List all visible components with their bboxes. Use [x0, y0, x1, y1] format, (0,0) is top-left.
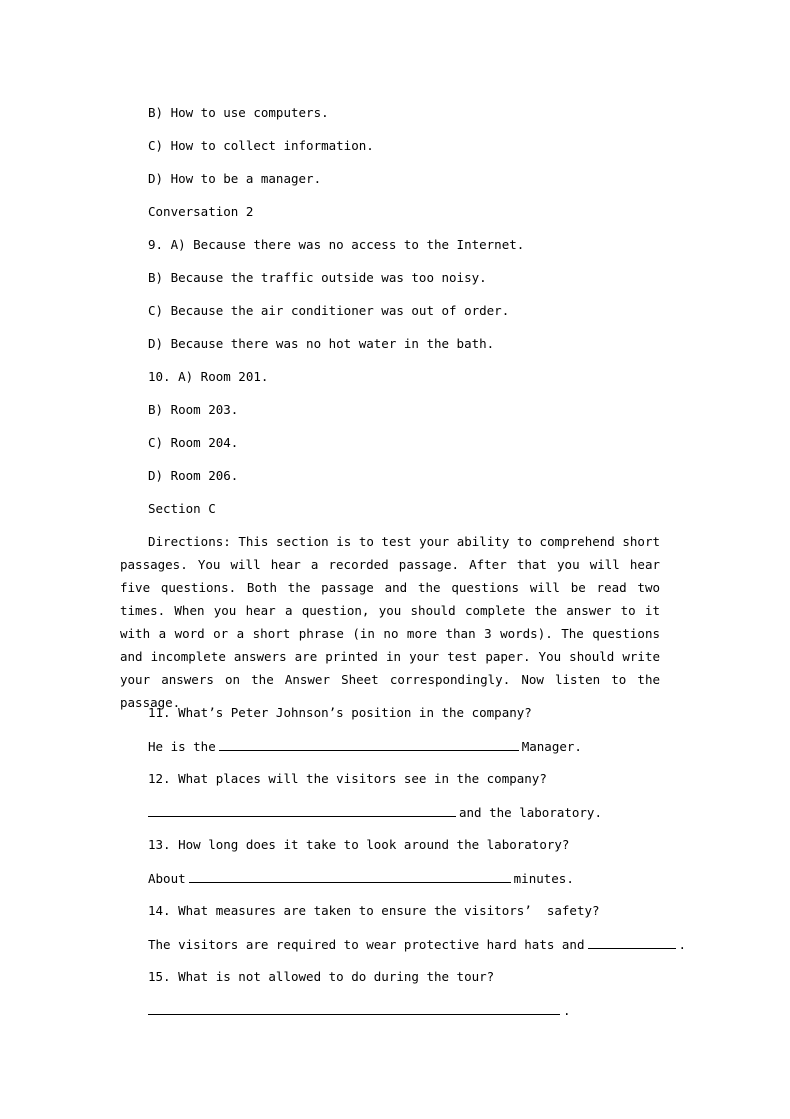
- option-8c: C) How to collect information.: [148, 138, 374, 153]
- option-10d: D) Room 206.: [148, 468, 239, 483]
- answer-15-suffix: .: [563, 1003, 571, 1018]
- option-9a: 9. A) Because there was no access to the Internet.: [148, 237, 525, 252]
- option-8b: B) How to use computers.: [148, 105, 329, 120]
- option-8d: D) How to be a manager.: [148, 171, 322, 186]
- answer-12-blank[interactable]: [148, 804, 456, 817]
- question-14: 14. What measures are taken to ensure the visitors’ safety?: [148, 903, 600, 918]
- question-11: 11. What’s Peter Johnson’s position in the company?: [148, 705, 532, 720]
- answer-12-line: [148, 804, 602, 821]
- answer-11-suffix: Manager.: [521, 739, 582, 754]
- answer-11-line: [148, 738, 582, 755]
- answer-14-prefix: The visitors are required to wear protective hard hats and: [148, 937, 585, 952]
- answer-13-line: [148, 870, 574, 887]
- answer-15-line: [148, 1002, 571, 1019]
- conversation-2-heading: Conversation 2: [148, 204, 254, 219]
- question-12: 12. What places will the visitors see in the company?: [148, 771, 547, 786]
- answer-14-blank[interactable]: [588, 936, 676, 949]
- section-c-heading: Section C: [148, 501, 216, 516]
- answer-13-blank[interactable]: [189, 870, 511, 883]
- answer-11-prefix: He is the: [148, 739, 216, 754]
- question-13: 13. How long does it take to look around the laboratory?: [148, 837, 570, 852]
- option-9c: C) Because the air conditioner was out of order.: [148, 303, 510, 318]
- answer-14-suffix: .: [678, 937, 687, 952]
- option-10b: B) Room 203.: [148, 402, 239, 417]
- answer-14-line: [148, 936, 686, 953]
- answer-15-blank[interactable]: [148, 1002, 560, 1015]
- question-15: 15. What is not allowed to do during the tour?: [148, 969, 495, 984]
- option-10c: C) Room 204.: [148, 435, 239, 450]
- section-c-directions: Directions: This section is to test your ability to comprehend short passages. You will hear a recorded passage. After that you will hear five questions. Both the passage and the questions will be read two times. When you hear a question, you should complete the answer to it with a word or a short phrase (in no more than 3 words). The questions and incomplete answers are printed in your test paper. You should write your answers on the Answer Sheet correspondingly. Now listen to the passage.: [120, 534, 660, 710]
- answer-12-suffix: and the laboratory.: [459, 805, 602, 820]
- answer-11-blank[interactable]: [219, 738, 519, 751]
- option-9b: B) Because the traffic outside was too noisy.: [148, 270, 487, 285]
- answer-13-suffix: minutes.: [513, 871, 574, 886]
- answer-13-prefix: About: [148, 871, 186, 886]
- option-10a: 10. A) Room 201.: [148, 369, 269, 384]
- option-9d: D) Because there was no hot water in the bath.: [148, 336, 495, 351]
